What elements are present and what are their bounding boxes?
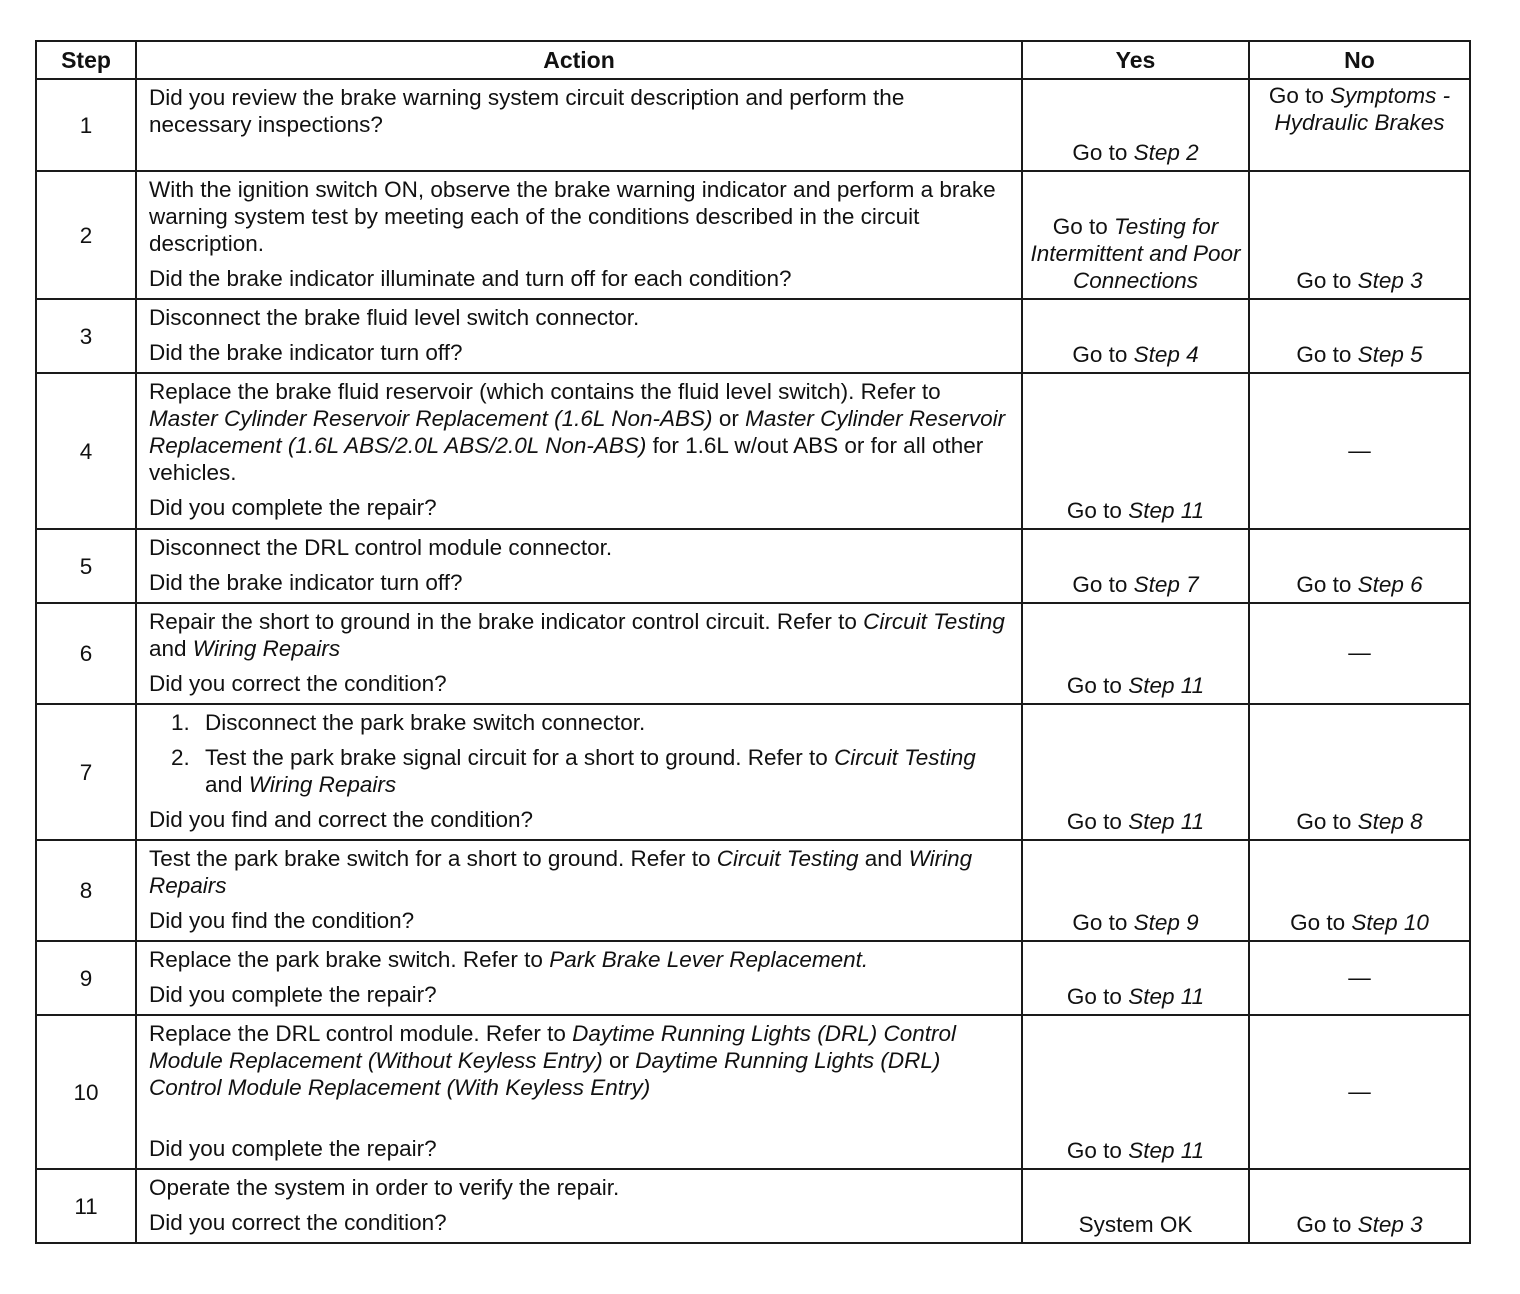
step-number: 10: [36, 1015, 136, 1169]
yes-result: Go to Step 11: [1022, 603, 1249, 704]
yes-result: Go to Step 2: [1022, 79, 1249, 171]
action-question: Did the brake indicator turn off?: [149, 340, 463, 365]
table-row: [36, 373, 1470, 529]
table-row: [36, 79, 1470, 171]
no-result: —: [1249, 373, 1470, 529]
no-result: —: [1249, 1015, 1470, 1169]
table-body: [36, 79, 1470, 1243]
step-action: [136, 373, 1022, 529]
action-instruction: Did you review the brake warning system circuit description and perform the necessary inspections?: [149, 85, 905, 137]
step-number: 5: [36, 529, 136, 603]
yes-result: Go to Step 11: [1022, 373, 1249, 529]
substep-list: [171, 709, 1011, 798]
action-question: Did you find and correct the condition?: [149, 807, 533, 832]
substep-number: 2.: [171, 745, 190, 770]
action-question: Did you correct the condition?: [149, 1210, 447, 1235]
step-number: 4: [36, 373, 136, 529]
table-row: [36, 299, 1470, 373]
no-result: —: [1249, 941, 1470, 1015]
substep-text: Test the park brake signal circuit for a short to ground. Refer to Circuit Testing and Wiring Repairs: [205, 745, 976, 797]
header-row: [36, 41, 1470, 79]
step-number: 3: [36, 299, 136, 373]
step-number: 8: [36, 840, 136, 941]
substep-number: 1.: [171, 710, 190, 735]
table-row: [36, 603, 1470, 704]
yes-result: System OK: [1022, 1169, 1249, 1243]
no-result: —: [1249, 603, 1470, 704]
action-instruction: With the ignition switch ON, observe the brake warning indicator and perform a brake warning system test by meeting each of the conditions described in the circuit description.: [149, 177, 996, 256]
action-question: Did you complete the repair?: [149, 1136, 437, 1161]
header-no: No: [1249, 41, 1470, 79]
step-number: 7: [36, 704, 136, 840]
action-question: Did the brake indicator turn off?: [149, 570, 463, 595]
step-action: [136, 603, 1022, 704]
no-result: Go to Symptoms - Hydraulic Brakes: [1249, 79, 1470, 171]
action-instruction: Replace the brake fluid reservoir (which contains the fluid level switch). Refer to Master Cylinder Reservoir Replacement (1.6L Non-ABS) or Master Cylinder Reservoir Replacement (1.6L ABS/2.0L ABS/2.0L Non-ABS) for 1.6L w/out ABS or for all other vehicles.: [149, 379, 1006, 485]
table-row: [36, 941, 1470, 1015]
step-action: [136, 529, 1022, 603]
step-action: [136, 840, 1022, 941]
substep-text: Disconnect the park brake switch connector.: [205, 710, 646, 735]
yes-result: Go to Testing for Intermittent and Poor Connections: [1022, 171, 1249, 299]
table-row: [36, 704, 1470, 840]
action-question: Did the brake indicator illuminate and turn off for each condition?: [149, 266, 792, 291]
step-number: 11: [36, 1169, 136, 1243]
action-instruction: Repair the short to ground in the brake indicator control circuit. Refer to Circuit Testing and Wiring Repairs: [149, 609, 1005, 661]
yes-result: Go to Step 11: [1022, 1015, 1249, 1169]
yes-result: Go to Step 11: [1022, 704, 1249, 840]
step-number: 2: [36, 171, 136, 299]
action-question: Did you find the condition?: [149, 908, 415, 933]
step-action: [136, 79, 1022, 171]
table-row: [36, 1015, 1470, 1169]
yes-result: Go to Step 7: [1022, 529, 1249, 603]
step-number: 9: [36, 941, 136, 1015]
substep-item: [171, 709, 1011, 736]
action-instruction: Replace the park brake switch. Refer to Park Brake Lever Replacement.: [149, 947, 869, 972]
no-result: Go to Step 10: [1249, 840, 1470, 941]
table-row: [36, 840, 1470, 941]
yes-result: Go to Step 4: [1022, 299, 1249, 373]
step-number: 6: [36, 603, 136, 704]
action-instruction: Operate the system in order to verify the repair.: [149, 1175, 620, 1200]
action-question: Did you complete the repair?: [149, 982, 437, 1007]
substep-item: [171, 744, 1011, 798]
no-result: Go to Step 5: [1249, 299, 1470, 373]
step-action: [136, 1169, 1022, 1243]
no-result: Go to Step 3: [1249, 171, 1470, 299]
step-action: [136, 704, 1022, 840]
action-instruction: Test the park brake switch for a short to ground. Refer to Circuit Testing and Wiring Repairs: [149, 846, 973, 898]
action-question: Did you complete the repair?: [149, 495, 437, 520]
action-instruction: Disconnect the brake fluid level switch connector.: [149, 305, 640, 330]
step-action: [136, 1015, 1022, 1169]
step-action: [136, 171, 1022, 299]
step-number: 1: [36, 79, 136, 171]
action-question: Did you correct the condition?: [149, 671, 447, 696]
action-instruction: Replace the DRL control module. Refer to Daytime Running Lights (DRL) Control Module Replacement (Without Keyless Entry) or Daytime Running Lights (DRL) Control Module Replacement (With Keyless Entry): [149, 1021, 957, 1100]
table-row: [36, 171, 1470, 299]
no-result: Go to Step 6: [1249, 529, 1470, 603]
table-row: [36, 529, 1470, 603]
no-result: Go to Step 8: [1249, 704, 1470, 840]
table-row: [36, 1169, 1470, 1243]
header-action: Action: [136, 41, 1022, 79]
no-result: Go to Step 3: [1249, 1169, 1470, 1243]
step-action: [136, 941, 1022, 1015]
yes-result: Go to Step 11: [1022, 941, 1249, 1015]
action-instruction: Disconnect the DRL control module connector.: [149, 535, 613, 560]
header-step: Step: [36, 41, 136, 79]
yes-result: Go to Step 9: [1022, 840, 1249, 941]
step-action: [136, 299, 1022, 373]
diagnostic-table: [35, 40, 1471, 1244]
header-yes: Yes: [1022, 41, 1249, 79]
